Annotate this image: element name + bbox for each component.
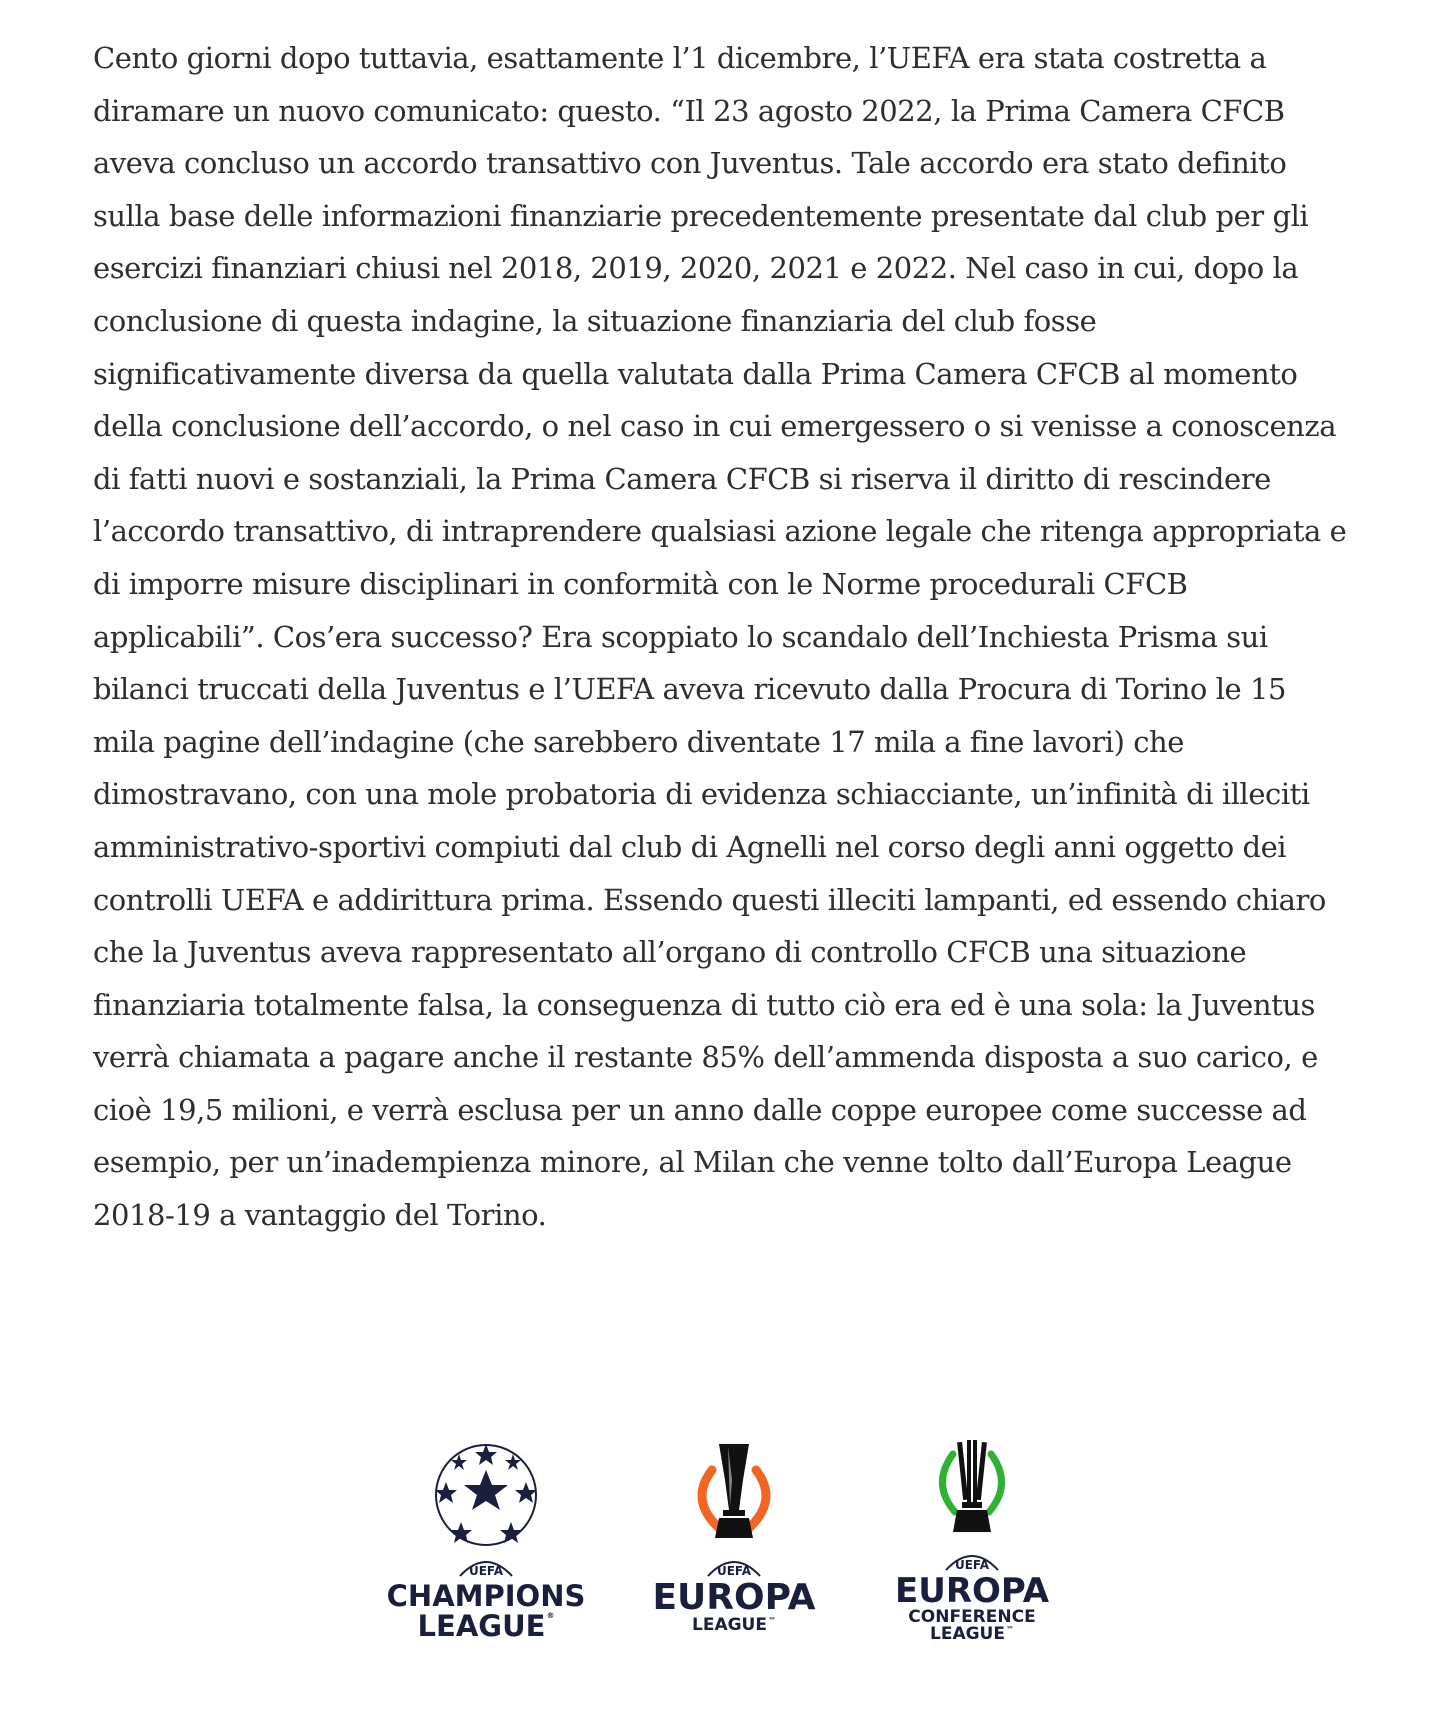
conference-logo-line2: CONFERENCE	[908, 1607, 1036, 1627]
article-line: che la Juventus aveva rappresentato all’organo di controllo CFCB una situazione	[93, 935, 1247, 970]
article-line: aveva concluso un accordo transattivo con Juventus. Tale accordo era stato definito	[93, 146, 1287, 181]
article-line: cioè 19,5 milioni, e verrà esclusa per un anno dalle coppe europee come successe ad	[93, 1092, 1307, 1127]
article-line: Cento giorni dopo tuttavia, esattamente l’1 dicembre, l’UEFA era stata costretta a	[93, 41, 1267, 75]
article-line: mila pagine dell’indagine (che sarebbero diventate 17 mila a fine lavori) che	[93, 724, 1184, 759]
article-line: diramare un nuovo comunicato: questo. “Il 23 agosto 2022, la Prima Camera CFCB	[93, 93, 1285, 128]
champions-league-logo	[366, 1440, 606, 1700]
article-line: di imporre misure disciplinari in conformità con le Norme procedurali CFCB	[93, 566, 1188, 601]
article-line: della conclusione dell’accordo, o nel caso in cui emergessero o si venisse a conoscenza	[93, 409, 1337, 444]
champions-logo-line1: CHAMPIONS	[386, 1579, 586, 1613]
article-line: controlli UEFA e addirittura prima. Essendo questi illeciti lampanti, ed essendo chiaro	[93, 882, 1326, 917]
article-line: finanziaria totalmente falsa, la conseguenza di tutto ciò era ed è una sola: la Juventus	[93, 987, 1315, 1022]
starball-icon	[431, 1440, 541, 1550]
conference-trophy-icon	[917, 1440, 1027, 1550]
svg-text:UEFA: UEFA	[716, 1564, 752, 1578]
svg-text:UEFA: UEFA	[954, 1558, 990, 1572]
europa-logo-line1: EUROPA	[652, 1577, 816, 1618]
article-line: verrà chiamata a pagare anche il restante 85% dell’ammenda disposta a suo carico, e	[93, 1040, 1318, 1075]
article-line: l’accordo transattivo, di intraprendere qualsiasi azione legale che ritenga appropriata e	[93, 514, 1347, 549]
article-line: dimostravano, con una mole probatoria di evidenza schiacciante, un’infinità di illeciti	[93, 777, 1310, 812]
article-line: significativamente diversa da quella valutata dalla Prima Camera CFCB al momento	[93, 356, 1298, 391]
article-line: applicabili”. Cos’era successo? Era scoppiato lo scandalo dell’Inchiesta Prisma sui	[93, 619, 1268, 654]
article-line: sulla base delle informazioni finanziarie precedentemente presentate dal club per gli	[93, 198, 1309, 233]
europa-league-logo	[614, 1440, 854, 1700]
article-line: bilanci truccati della Juventus e l’UEFA aveva ricevuto dalla Procura di Torino le 15	[93, 672, 1287, 707]
svg-text:UEFA: UEFA	[468, 1564, 504, 1578]
article-line: 2018-19 a vantaggio del Torino.	[93, 1198, 547, 1233]
article-line: di fatti nuovi e sostanziali, la Prima Camera CFCB si riserva il diritto di rescindere	[93, 461, 1271, 496]
europa-trophy-icon	[679, 1440, 789, 1550]
uefa-badge-icon	[456, 1554, 516, 1580]
conference-logo-line3: LEAGUE™	[930, 1624, 1014, 1644]
europa-logo-line2: LEAGUE™	[692, 1615, 776, 1635]
conference-league-logo	[852, 1440, 1092, 1700]
article-body	[93, 32, 1373, 1242]
uefa-competitions-logos	[0, 1440, 1456, 1700]
article-line: esempio, per un’inadempienza minore, al Milan che venne tolto dall’Europa League	[93, 1145, 1292, 1180]
conference-logo-line1: EUROPA	[894, 1571, 1050, 1611]
champions-logo-line2: LEAGUE®	[417, 1609, 555, 1643]
article-line: conclusione di questa indagine, la situazione finanziaria del club fosse	[93, 303, 1097, 338]
article-line: esercizi finanziari chiusi nel 2018, 2019, 2020, 2021 e 2022. Nel caso in cui, dopo la	[93, 251, 1299, 286]
article-line: amministrativo-sportivi compiuti dal club di Agnelli nel corso degli anni oggetto dei	[93, 829, 1287, 864]
